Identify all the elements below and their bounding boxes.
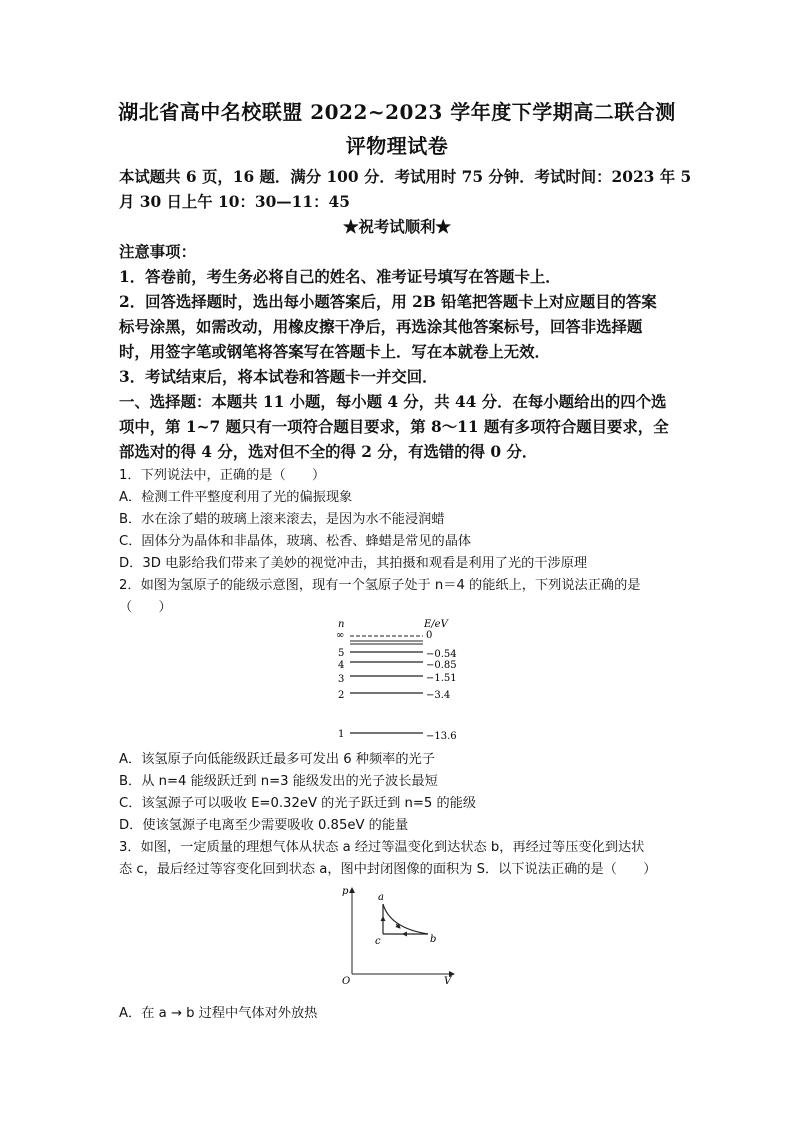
p-axis-label: p	[342, 886, 349, 897]
notice-item-2-line3: 时，用签字笔或钢笔将答案写在答题卡上．写在本就卷上无效．	[119, 343, 550, 361]
exam-info-line2: 月 30 日上午 10：30—11：45	[119, 193, 350, 211]
q2-option-c: C．该氢源子可以吸收 E=0.32eV 的光子跃迁到 n=5 的能级	[119, 796, 477, 811]
q2-option-b: B．从 n=4 能级跃迁到 n=3 能级发出的光子波长最短	[119, 774, 438, 789]
level-label-3: 3	[338, 674, 345, 685]
energy-value-infinity: 0	[426, 630, 433, 641]
state-b-label: b	[430, 934, 437, 945]
level-label-infinity: ∞	[336, 630, 345, 641]
notice-item-1: 1．答卷前，考生务必将自己的姓名、准考证号填写在答题卡上．	[119, 268, 561, 286]
q2-stem-line1: 2．如图为氢原子的能级示意图，现有一个氢原子处于 n＝4 的能纸上，下列说法正确的是	[119, 578, 641, 593]
notice-item-2-line2: 标号涂黑，如需改动，用橡皮擦干净后，再选涂其他答案标号，回答非选择题	[119, 318, 643, 336]
pv-diagram	[336, 884, 460, 988]
section1-instructions-line3: 部选对的得 4 分，选对但不全的得 2 分，有选错的得 0 分．	[119, 443, 538, 461]
notice-heading: 注意事项：	[119, 243, 196, 261]
v-axis-label: V	[444, 976, 452, 987]
level-label-4: 4	[338, 660, 345, 671]
n-axis-header: n	[338, 619, 345, 630]
level-label-2: 2	[338, 690, 345, 701]
state-c-label: c	[375, 936, 381, 947]
level-label-5: 5	[338, 648, 345, 659]
section1-instructions-line2: 项中，第 1~7 题只有一项符合题目要求，第 8～11 题有多项符合题目要求，全	[119, 418, 669, 436]
hydrogen-energy-level-diagram	[330, 616, 490, 744]
isotherm-a-to-b	[383, 904, 428, 934]
q3-stem-line2: 态 c，最后经过等容变化回到状态 a，图中封闭图像的面积为 S．以下说法正确的是（ ）	[119, 862, 657, 877]
q1-option-d: D．3D 电影给我们带来了美妙的视觉冲击，其拍摄和观看是利用了光的干涉原理	[119, 556, 588, 571]
energy-value-1: −13.6	[426, 731, 457, 742]
q2-option-a: A．该氢原子向低能级跃迁最多可发出 6 种频率的光子	[119, 752, 435, 767]
q3-option-a: A．在 a → b 过程中气体对外放热	[119, 1006, 318, 1021]
q2-stem-line2: （ ）	[119, 600, 172, 615]
notice-item-3: 3．考试结束后，将本试卷和答题卡一并交回．	[119, 368, 438, 386]
q1-stem: 1．下列说法中，正确的是（ ）	[119, 468, 326, 483]
state-a-label: a	[378, 892, 384, 903]
energy-value-2: −3.4	[426, 690, 451, 701]
energy-axis-header: E/eV	[424, 619, 448, 630]
good-luck-banner: ★祝考试顺利★	[343, 218, 451, 236]
energy-value-5: −0.54	[426, 649, 457, 660]
level-label-1: 1	[338, 729, 345, 740]
exam-title-line2: 评物理试卷	[345, 134, 449, 158]
section1-instructions-line1: 一、选择题：本题共 11 小题，每小题 4 分，共 44 分．在每小题给出的四个选	[119, 393, 667, 411]
q1-option-c: C．固体分为晶体和非晶体，玻璃、松香、蜂蜡是常见的晶体	[119, 534, 472, 549]
q2-option-d: D．使该氢源子电离至少需要吸收 0.85eV 的能量	[119, 818, 409, 833]
exam-info-line1: 本试题共 6 页，16 题．满分 100 分．考试用时 75 分钟．考试时间：2023 年 5	[119, 168, 692, 186]
energy-value-4: −0.85	[426, 660, 457, 671]
origin-label: O	[342, 976, 351, 987]
q1-option-b: B．水在涂了蜡的玻璃上滚来滚去，是因为水不能浸润蜡	[119, 512, 445, 527]
notice-item-2-line1: 2．回答选择题时，选出每小题答案后，用 2B 铅笔把答题卡上对应题目的答案	[119, 293, 657, 311]
q3-stem-line1: 3．如图，一定质量的理想气体从状态 a 经过等温变化到达状态 b，再经过等压变化到达状	[119, 840, 645, 855]
exam-title-line1: 湖北省高中名校联盟 2022~2023 学年度下学期高二联合测	[118, 100, 676, 124]
q1-option-a: A．检测工件平整度利用了光的偏振现象	[119, 490, 353, 505]
energy-value-3: −1.51	[426, 673, 457, 684]
